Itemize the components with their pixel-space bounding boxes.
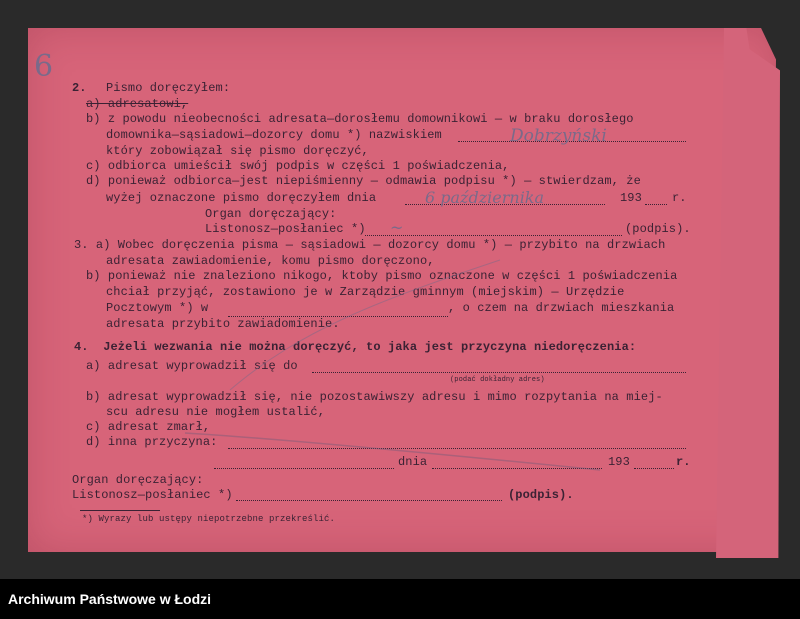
address-field-line	[312, 372, 686, 373]
section-2-title: Pismo doręczyłem:	[106, 81, 231, 95]
postman-label-4: Listonosz—posłaniec *)	[72, 488, 233, 502]
year-prefix: 193	[620, 191, 642, 205]
option-3b-line1: b) ponieważ nie znaleziono nikogo, ktoby pismo oznaczone w części 1 poświadczenia	[86, 269, 678, 283]
option-2a: a) adresatowi,	[86, 97, 189, 111]
section-4-title: 4. Jeżeli wezwania nie można doręczyć, to jaka jest przyczyna niedoręczenia:	[74, 340, 637, 354]
option-4b-line1: b) adresat wyprowadził się, nie pozostawiwszy adresu i mimo rozpytania na miej-	[86, 390, 663, 404]
archive-caption-bar	[0, 579, 800, 619]
option-3b-line3a: Pocztowym *) w	[106, 301, 209, 315]
archive-name: Archiwum Państwowe w Łodzi	[8, 591, 212, 607]
option-2b-line2: domownika—sąsiadowi—dozorcy domu *) nazwiskiem	[106, 128, 442, 142]
year-line-4	[634, 468, 674, 469]
year-field-line	[645, 204, 667, 205]
signature-line-4	[236, 500, 502, 501]
footnote-divider	[80, 510, 160, 511]
option-2d-line1: d) ponieważ odbiorca—jest niepiśmienny — odmawia podpisu *) — stwierdzam, że	[86, 174, 641, 188]
date-label: dnia	[398, 455, 428, 469]
postman-label: Listonosz—posłaniec *)	[205, 222, 366, 236]
option-4b-line2: scu adresu nie mogłem ustalić,	[106, 405, 326, 419]
organ-label: Organ doręczający:	[205, 207, 337, 221]
section-2-number: 2.	[72, 81, 87, 95]
handwritten-signature: ~	[390, 218, 404, 237]
organ-label-4: Organ doręczający:	[72, 473, 204, 487]
date-line	[432, 468, 602, 469]
option-2d-line2: wyżej oznaczone pismo doręczyłem dnia	[106, 191, 377, 205]
footnote: *) Wyrazy lub ustępy niepotrzebne przekreślić.	[82, 514, 336, 524]
year-suffix: r.	[672, 191, 687, 205]
year-prefix-4: 193	[608, 455, 630, 469]
place-line	[214, 468, 394, 469]
option-3b-line2: chciał przyjąć, zostawiono je w Zarządzie gminnym (miejskim) — Urzędzie	[106, 285, 625, 299]
option-2b-line3: który zobowiązał się pismo doręczyć,	[106, 144, 369, 158]
option-2b-line1: b) z powodu nieobecności adresata—dorosłemu domownikowi — w braku dorosłego	[86, 112, 634, 126]
signature-line	[365, 235, 622, 236]
option-3b-line3b: , o czem na drzwiach mieszkania	[448, 301, 675, 315]
handwritten-date: 6 października	[425, 188, 545, 207]
handwritten-page-number: 6	[34, 49, 54, 84]
other-reason-line	[228, 448, 686, 449]
option-3a-line1: 3. a) Wobec doręczenia pisma — sąsiadowi — dozorcy domu *) — przybito na drzwiach	[74, 238, 666, 252]
signature-label-4: (podpis).	[508, 488, 574, 502]
option-3a-line2: adresata zawiadomienie, komu pismo doręczono,	[106, 254, 435, 268]
option-2c: c) odbiorca umieścił swój podpis w części 1 poświadczenia,	[86, 159, 510, 173]
option-4d: d) inna przyczyna:	[86, 435, 218, 449]
signature-label: (podpis).	[625, 222, 691, 236]
handwritten-name: Dobrzyński	[510, 126, 607, 146]
option-3b-line4: adresata przybito zawiadomienie.	[106, 317, 340, 331]
year-suffix-4: r.	[676, 455, 691, 469]
option-4a: a) adresat wyprowadził się do	[86, 359, 298, 373]
address-hint: (podać dokładny adres)	[450, 376, 545, 384]
option-4c: c) adresat zmarł,	[86, 420, 211, 434]
